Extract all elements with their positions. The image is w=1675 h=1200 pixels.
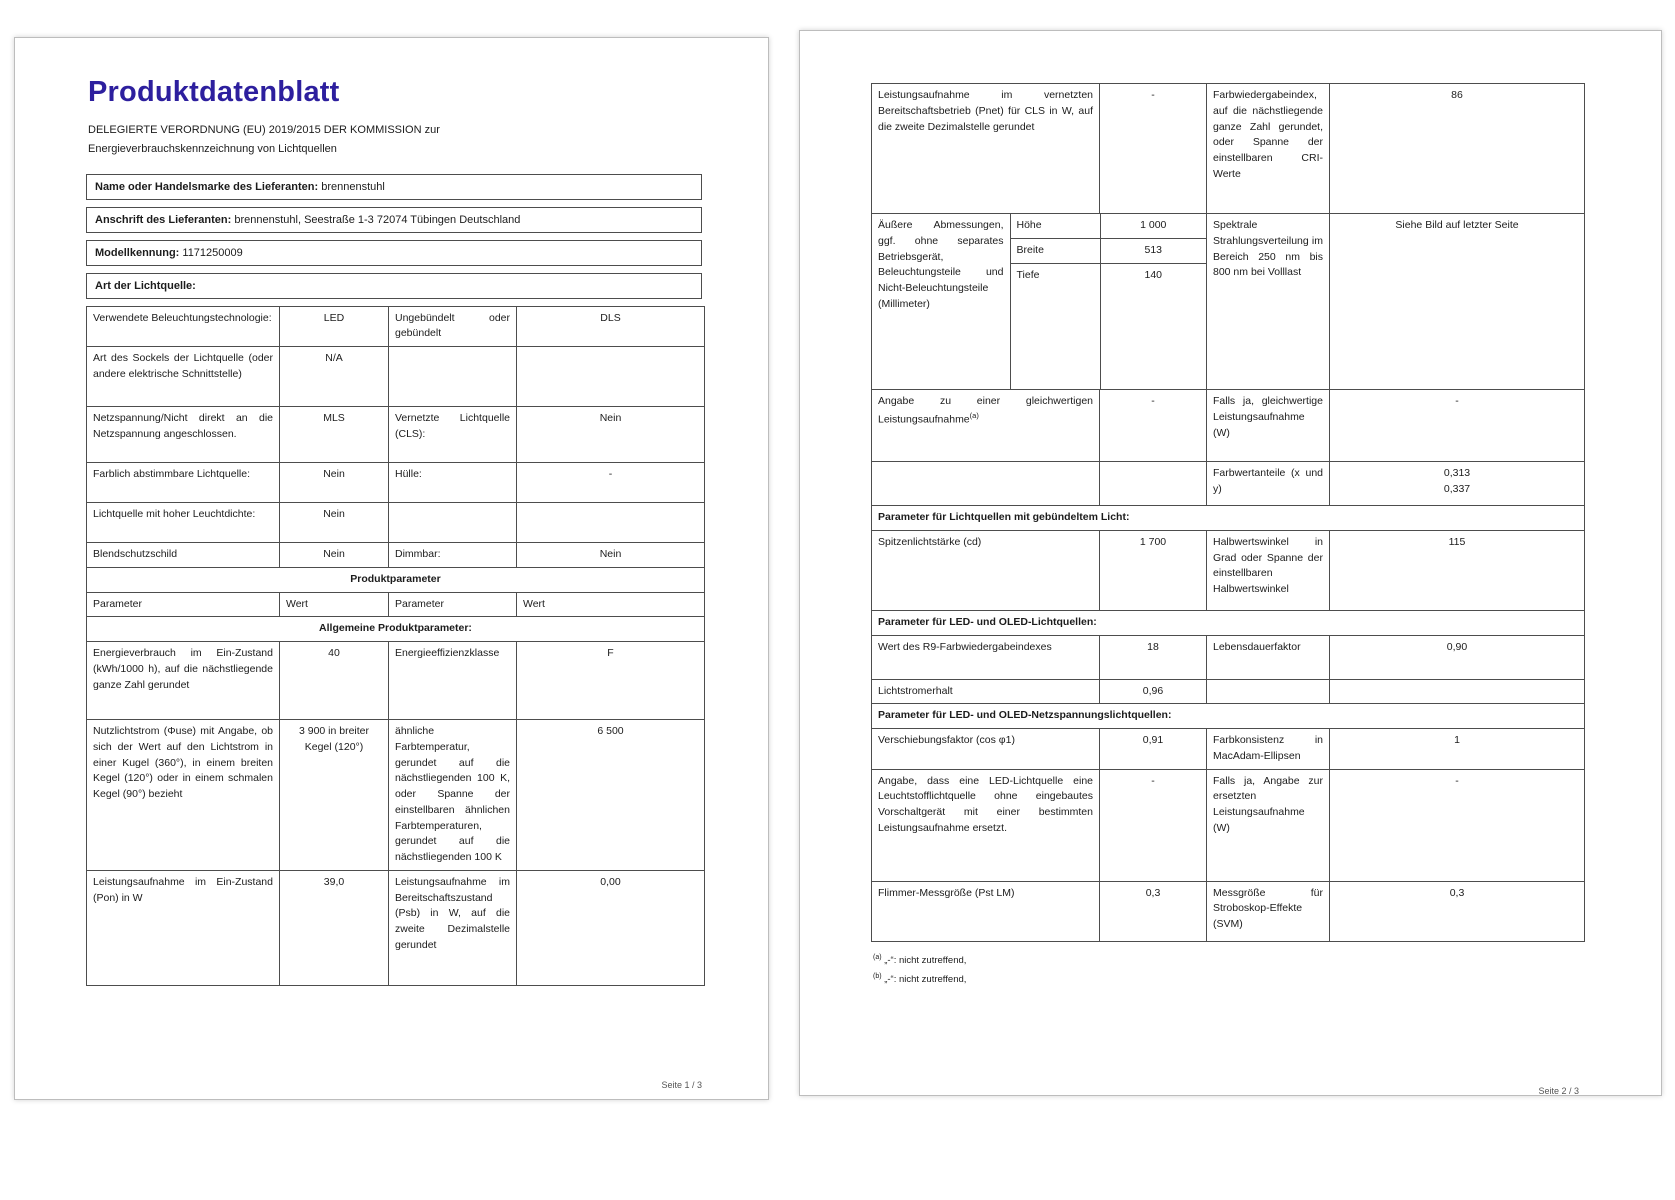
param-value-cell: Nein <box>280 543 389 568</box>
param-value-cell: MLS <box>280 407 389 463</box>
section-row <box>872 704 1585 729</box>
light-source-type-box <box>86 273 702 299</box>
param-label-cell: Leistungsaufnahme im vernetzten Bereitschaftsbetrieb (Pnet) für CLS in W, auf die zweite Dezimalstelle gerundet <box>872 84 1100 214</box>
param-label-cell: Farblich abstimmbare Lichtquelle: <box>87 463 280 503</box>
model-id-value: 1171250009 <box>182 246 243 259</box>
table-row <box>87 347 705 407</box>
product-table-page2 <box>871 83 1585 942</box>
column-header-cell: Parameter <box>389 592 517 617</box>
param-value-cell <box>517 347 705 407</box>
param-value-cell: 1 <box>1330 729 1585 770</box>
supplier-name-label: Name oder Handelsmarke des Lieferanten: <box>95 180 319 193</box>
param-label-cell: Leistungsaufnahme im Ein-Zustand (Pon) in W <box>87 870 280 985</box>
table-row <box>872 679 1585 704</box>
param-label-cell <box>389 503 517 543</box>
supplier-address-box <box>86 207 702 233</box>
footnote-b <box>873 970 1582 989</box>
param-value-cell: 86 <box>1330 84 1585 214</box>
page-title: Produktdatenblatt <box>88 76 340 108</box>
param-label-cell: Lichtquelle mit hoher Leuchtdichte: <box>87 503 280 543</box>
param-label-cell: Wert des R9-Farbwiedergabeindexes <box>872 635 1100 679</box>
param-label-cell <box>872 462 1100 506</box>
param-value-cell: 6 500 <box>517 720 705 871</box>
regulation-subtitle <box>88 121 702 160</box>
param-value-cell: 0,3 <box>1100 881 1207 941</box>
param-label-cell: Vernetzte Lichtquelle (CLS): <box>389 407 517 463</box>
param-value-cell: Nein <box>517 407 705 463</box>
param-value-cell <box>1330 679 1585 704</box>
param-label-cell: Netzspannung/Nicht direkt an die Netzspannung angeschlossen. <box>87 407 280 463</box>
dimension-name: Höhe <box>1010 214 1100 238</box>
param-label-cell: Dimmbar: <box>389 543 517 568</box>
param-label-cell: Verwendete Beleuchtungstechnologie: <box>87 306 280 347</box>
table-row <box>872 84 1585 214</box>
param-value-cell: Nein <box>517 543 705 568</box>
page-1 <box>14 37 769 1100</box>
page-2 <box>799 30 1662 1096</box>
product-table-page1 <box>86 306 705 986</box>
param-label-cell: Farbkonsistenz in MacAdam-Ellipsen <box>1207 729 1330 770</box>
table-row <box>87 870 705 985</box>
param-label-cell: Halbwertswinkel in Grad oder Spanne der einstellbaren Halbwertswinkel <box>1207 530 1330 610</box>
table-row <box>87 407 705 463</box>
param-value-cell: 115 <box>1330 530 1585 610</box>
param-value-cell: - <box>1100 390 1207 462</box>
dimension-row <box>872 214 1206 238</box>
param-label-cell: Blendschutzschild <box>87 543 280 568</box>
param-label-cell: Ungebündelt oder gebündelt <box>389 306 517 347</box>
param-value-cell: Nein <box>280 463 389 503</box>
section-header-netzspannung: Parameter für LED- und OLED-Netzspannungslichtquellen: <box>872 704 1585 729</box>
param-value-cell: 0,3 <box>1330 881 1585 941</box>
param-label-cell: Lebensdauerfaktor <box>1207 635 1330 679</box>
section-row <box>87 617 705 642</box>
supplier-name-value: brennenstuhl <box>321 180 385 193</box>
param-label-cell: Falls ja, Angabe zur ersetzten Leistungsaufnahme (W) <box>1207 769 1330 881</box>
section-row <box>872 506 1585 531</box>
footnote-a-marker: (a) <box>873 953 882 961</box>
dimensions-subtable <box>872 214 1206 389</box>
section-header-gebuendelt: Parameter für Lichtquellen mit gebündeltem Licht: <box>872 506 1585 531</box>
supplier-name-box <box>86 174 702 200</box>
param-label-cell: Hülle: <box>389 463 517 503</box>
regulation-line-2: Energieverbrauchskennzeichnung von Lichtquellen <box>88 143 337 156</box>
table-row <box>87 543 705 568</box>
param-label-cell <box>389 347 517 407</box>
table-row <box>872 881 1585 941</box>
table-row <box>872 769 1585 881</box>
column-header-row <box>87 592 705 617</box>
section-header-led-oled: Parameter für LED- und OLED-Lichtquellen: <box>872 610 1585 635</box>
footnote-marker: (a) <box>969 410 979 420</box>
dimension-filler <box>1100 287 1206 389</box>
dimensions-label: Äußere Abmessungen, ggf. ohne separates Betriebsgerät, Beleuchtungsteile und Nicht-Beleuchtungsteile (Millimeter) <box>872 214 1010 389</box>
param-value-cell: - <box>1330 769 1585 881</box>
section-row <box>872 610 1585 635</box>
light-source-type-label: Art der Lichtquelle: <box>95 279 196 292</box>
page-2-content <box>871 83 1582 989</box>
page-number: Seite 2 / 3 <box>1538 1086 1579 1096</box>
column-header-cell: Wert <box>517 592 705 617</box>
model-id-label: Modellkennung: <box>95 246 180 259</box>
table-row <box>872 635 1585 679</box>
param-value-cell: DLS <box>517 306 705 347</box>
param-value-cell: N/A <box>280 347 389 407</box>
param-value-cell: Nein <box>280 503 389 543</box>
param-label-cell: Messgröße für Stroboskop-Effekte (SVM) <box>1207 881 1330 941</box>
param-label-cell: Energieeffizienzklasse <box>389 642 517 720</box>
param-value-cell: - <box>1330 390 1585 462</box>
table-row <box>87 306 705 347</box>
dimension-name: Tiefe <box>1010 263 1100 287</box>
section-header-allgemein: Allgemeine Produktparameter: <box>87 617 705 642</box>
page-number: Seite 1 / 3 <box>661 1080 702 1090</box>
param-value-cell: - <box>517 463 705 503</box>
param-label-cell: Flimmer-Messgröße (Pst LM) <box>872 881 1100 941</box>
chromaticity-x: 0,313 <box>1443 467 1471 479</box>
supplier-address-value: brennenstuhl, Seestraße 1-3 72074 Tübingen Deutschland <box>234 213 521 226</box>
dimensions-row <box>872 214 1585 390</box>
param-label-cell: Energieverbrauch im Ein-Zustand (kWh/1000 h), auf die nächstliegende ganze Zahl gerundet <box>87 642 280 720</box>
table-row <box>87 720 705 871</box>
table-row <box>872 390 1585 462</box>
table-row <box>87 642 705 720</box>
param-label-cell: Angabe, dass eine LED-Lichtquelle eine Leuchtstofflichtquelle ohne eingebautes Vorschaltgerät mit einer bestimmten Leistungsaufnahme ersetzt. <box>872 769 1100 881</box>
table-row <box>872 462 1585 506</box>
table-row <box>872 729 1585 770</box>
param-value-cell: 0,96 <box>1100 679 1207 704</box>
param-label-cell: Lichtstromerhalt <box>872 679 1100 704</box>
param-value-cell: 18 <box>1100 635 1207 679</box>
footnote-b-text: „-“: nicht zutreffend, <box>884 973 967 985</box>
section-header-produktparameter: Produktparameter <box>87 567 705 592</box>
dimensions-cell <box>872 214 1207 390</box>
dimension-value: 513 <box>1100 238 1206 263</box>
param-value-cell <box>1330 462 1585 506</box>
param-label-cell: Falls ja, gleichwertige Leistungsaufnahme (W) <box>1207 390 1330 462</box>
param-value-cell: LED <box>280 306 389 347</box>
dimension-filler <box>1010 287 1100 389</box>
param-value-cell: - <box>1100 769 1207 881</box>
column-header-cell: Parameter <box>87 592 280 617</box>
dimension-name: Breite <box>1010 238 1100 263</box>
param-label-cell: ähnliche Farbtemperatur, gerundet auf die nächstliegenden 100 K, oder Spanne der einstellbaren ähnlichen Farbtemperaturen, gerundet auf die nächstliegenden 100 K <box>389 720 517 871</box>
param-value-cell: 0,90 <box>1330 635 1585 679</box>
section-row <box>87 567 705 592</box>
param-value-cell: Siehe Bild auf letzter Seite <box>1330 214 1585 390</box>
regulation-line-1: DELEGIERTE VERORDNUNG (EU) 2019/2015 DER KOMMISSION zur <box>88 124 440 136</box>
table-row <box>872 530 1585 610</box>
page-1-content <box>86 76 702 986</box>
param-value-cell: F <box>517 642 705 720</box>
footnote-b-marker: (b) <box>873 972 882 980</box>
table-row <box>87 503 705 543</box>
param-label-cell: Leistungsaufnahme im Bereitschaftszustand (Psb) in W, auf die zweite Dezimalstelle gerundet <box>389 870 517 985</box>
param-label-cell: Verschiebungsfaktor (cos φ1) <box>872 729 1100 770</box>
dimension-value: 140 <box>1144 268 1163 281</box>
param-label-cell: Farbwertanteile (x und y) <box>1207 462 1330 506</box>
dimension-value: 1 000 <box>1100 214 1206 238</box>
param-label-cell: Art des Sockels der Lichtquelle (oder andere elektrische Schnittstelle) <box>87 347 280 407</box>
param-value-cell: - <box>1100 84 1207 214</box>
footnotes <box>873 951 1582 989</box>
param-label-cell: Farbwiedergabeindex, auf die nächstliegende ganze Zahl gerundet, oder Spanne der einstellbaren CRI-Werte <box>1207 84 1330 214</box>
param-label-cell <box>1207 679 1330 704</box>
param-value-cell: 0,91 <box>1100 729 1207 770</box>
supplier-address-label: Anschrift des Lieferanten: <box>95 213 232 226</box>
param-value-cell <box>517 503 705 543</box>
param-value-cell <box>1100 462 1207 506</box>
column-header-cell: Wert <box>280 592 389 617</box>
param-value-cell: 1 700 <box>1100 530 1207 610</box>
param-value-cell: 40 <box>280 642 389 720</box>
footnote-a <box>873 951 1582 970</box>
param-value-cell: 39,0 <box>280 870 389 985</box>
param-value-cell: 0,00 <box>517 870 705 985</box>
table-row <box>87 463 705 503</box>
param-value-cell: 3 900 in breiter Kegel (120°) <box>280 720 389 871</box>
param-label-cell: Spitzenlichtstärke (cd) <box>872 530 1100 610</box>
param-label-cell: Angabe zu einer gleichwertigen Leistungsaufnahme$^{(a)}$ <box>872 390 1100 462</box>
param-label-cell: Spektrale Strahlungsverteilung im Bereich 250 nm bis 800 nm bei Volllast <box>1207 214 1330 390</box>
footnote-a-text: „-“: nicht zutreffend, <box>884 954 967 966</box>
model-id-box <box>86 240 702 266</box>
param-label-cell: Nutzlichtstrom (Φuse) mit Angabe, ob sich der Wert auf den Lichtstrom in einer Kugel (360°), in einem breiten Kegel (120°) oder in einem schmalen Kegel (90°) bezieht <box>87 720 280 871</box>
chromaticity-y: 0,337 <box>1443 482 1471 495</box>
